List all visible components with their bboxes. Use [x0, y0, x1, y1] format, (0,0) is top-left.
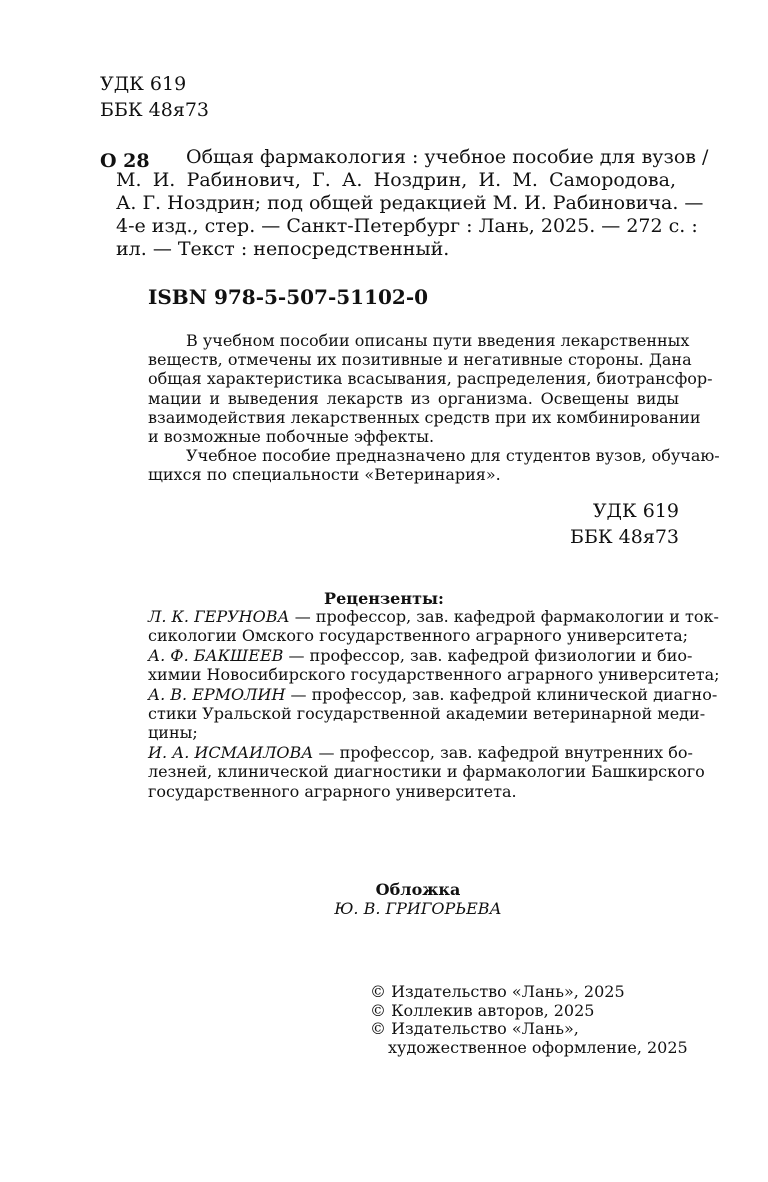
reviewer-line [148, 607, 719, 626]
copyright-line: © Коллекив авторов, 2025 [370, 1000, 595, 1020]
reviewer-text: — профессор, зав. кафедрой физиологии и био- [283, 645, 693, 665]
isbn: ISBN 978-5-507-51102-0 [148, 285, 429, 309]
annotation-line: общая характеристика всасывания, распределения, биотрансфор- [148, 369, 713, 389]
reviewer-line: химии Новосибирского государственного аграрного университета; [148, 665, 720, 685]
reviewer-name: Л. К. ГЕРУНОВА [148, 607, 290, 626]
udc-code: УДК 619 [100, 73, 187, 95]
reviewer-line [148, 742, 693, 762]
reviewer-line: сикологии Омского государственного аграрного университета; [148, 626, 689, 646]
reviewer-text: — профессор, зав. кафедрой клинической диагно- [285, 684, 718, 704]
reviewers-title: Рецензенты: [324, 589, 444, 608]
reviewer-name: А. Ф. БАКШЕЕВ [148, 645, 284, 665]
bib-line: Общая фармакология : учебное пособие для вузов / [186, 146, 709, 168]
bbk-code: ББК 48я73 [100, 99, 210, 121]
classification-top [100, 71, 209, 123]
reviewer-line: цины; [148, 723, 198, 743]
author-mark: О 28 [100, 150, 150, 172]
reviewer-line: лезней, клинической диагностики и фармакологии Башкирского [148, 762, 705, 782]
reviewer-name: И. А. ИСМАИЛОВА [148, 742, 314, 762]
copyright-block [370, 983, 688, 1057]
annotation-line: В учебном пособии описаны пути введения лекарственных [186, 331, 690, 350]
annotation [148, 331, 720, 485]
bbk-code: ББК 48я73 [569, 526, 679, 548]
cover-designer: Ю. В. ГРИГОРЬЕВА [334, 899, 502, 918]
bib-line: М. И. Рабинович, Г. А. Ноздрин, И. М. Самородова, [116, 169, 676, 191]
cover-title: Обложка [375, 880, 461, 899]
annotation-line: мации и выведения лекарств из организма. Освещены виды [148, 388, 679, 408]
reviewer-line: государственного аграрного университета. [148, 781, 517, 801]
copyright-line: © Издательство «Лань», 2025 [370, 982, 625, 1001]
classification-right [570, 498, 679, 550]
udc-code: УДК 619 [592, 500, 679, 522]
reviewer-text: — профессор, зав. кафедрой фармакологии и ток- [289, 607, 719, 626]
bib-line: 4-е изд., стер. — Санкт-Петербург : Лань, 2025. — 272 с. : [116, 215, 698, 237]
annotation-line: веществ, отмечены их позитивные и негативные стороны. Дана [148, 350, 692, 370]
reviewer-line: стики Уральской государственной академии ветеринарной меди- [148, 704, 706, 724]
annotation-line: и возможные побочные эффекты. [148, 427, 435, 447]
reviewer-name: А. В. ЕРМОЛИН [148, 684, 286, 704]
reviewer-line [148, 645, 693, 665]
annotation-line: взаимодействия лекарственных средств при их комбинировании [148, 407, 701, 427]
annotation-line: щихся по специальности «Ветеринария». [148, 465, 501, 485]
bib-line: А. Г. Ноздрин; под общей редакцией М. И. Рабиновича. — [116, 192, 704, 214]
reviewers-list [148, 607, 720, 801]
copyright-line: © Издательство «Лань», [370, 1019, 579, 1038]
annotation-line: Учебное пособие предназначено для студентов вузов, обучаю- [186, 446, 720, 466]
reviewer-line [148, 684, 718, 704]
reviewer-text: — профессор, зав. кафедрой внутренних бо- [313, 742, 693, 762]
bib-line: ил. — Текст : непосредственный. [116, 238, 450, 260]
copyright-line: художественное оформление, 2025 [388, 1037, 688, 1057]
